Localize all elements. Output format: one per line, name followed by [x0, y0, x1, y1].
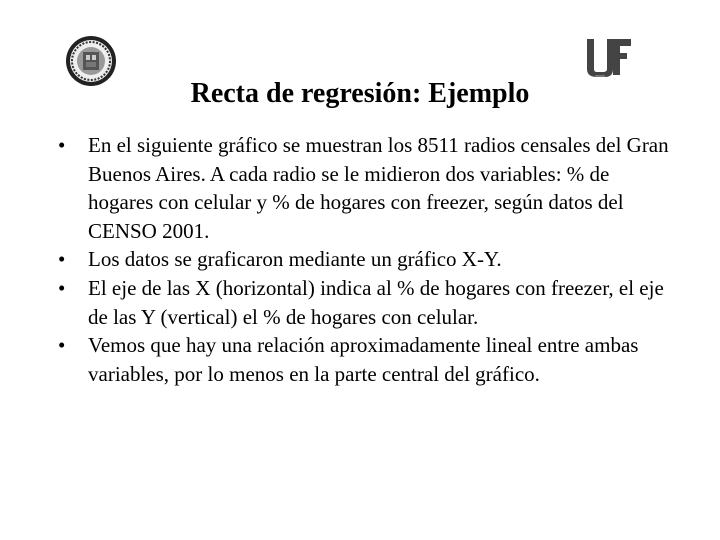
bullet-item [55, 131, 675, 245]
bullet-icon: • [58, 133, 66, 157]
bullet-text: Los datos se graficaron mediante un gráfico X-Y. [88, 247, 502, 272]
bullet-text: El eje de las X (horizontal) indica al % de hogares con freezer, el eje de las Y (vertical) el % de hogares con celular. [88, 275, 664, 329]
slide-title [0, 78, 720, 110]
slide-title-text: Recta de regresión: Ejemplo [190, 78, 530, 109]
bullet-icon: • [58, 275, 66, 300]
bullet-list [55, 131, 675, 388]
bullet-icon: • [58, 247, 66, 272]
bullet-item [55, 274, 675, 331]
uf-logo-icon [583, 37, 635, 81]
bullet-item [55, 245, 675, 274]
bullet-text: Vemos que hay una relación aproximadamente lineal entre ambas variables, por lo menos en la parte central del gráfico. [88, 333, 639, 386]
bullet-icon: • [58, 333, 66, 358]
bullet-text: En el siguiente gráfico se muestran los 8511 radios censales del Gran Buenos Aires. A cada radio se le midieron dos variables: % de hogares con celular y % de hogares con freezer, según datos del CENSO 2001. [88, 133, 669, 243]
bullet-item [55, 331, 675, 388]
